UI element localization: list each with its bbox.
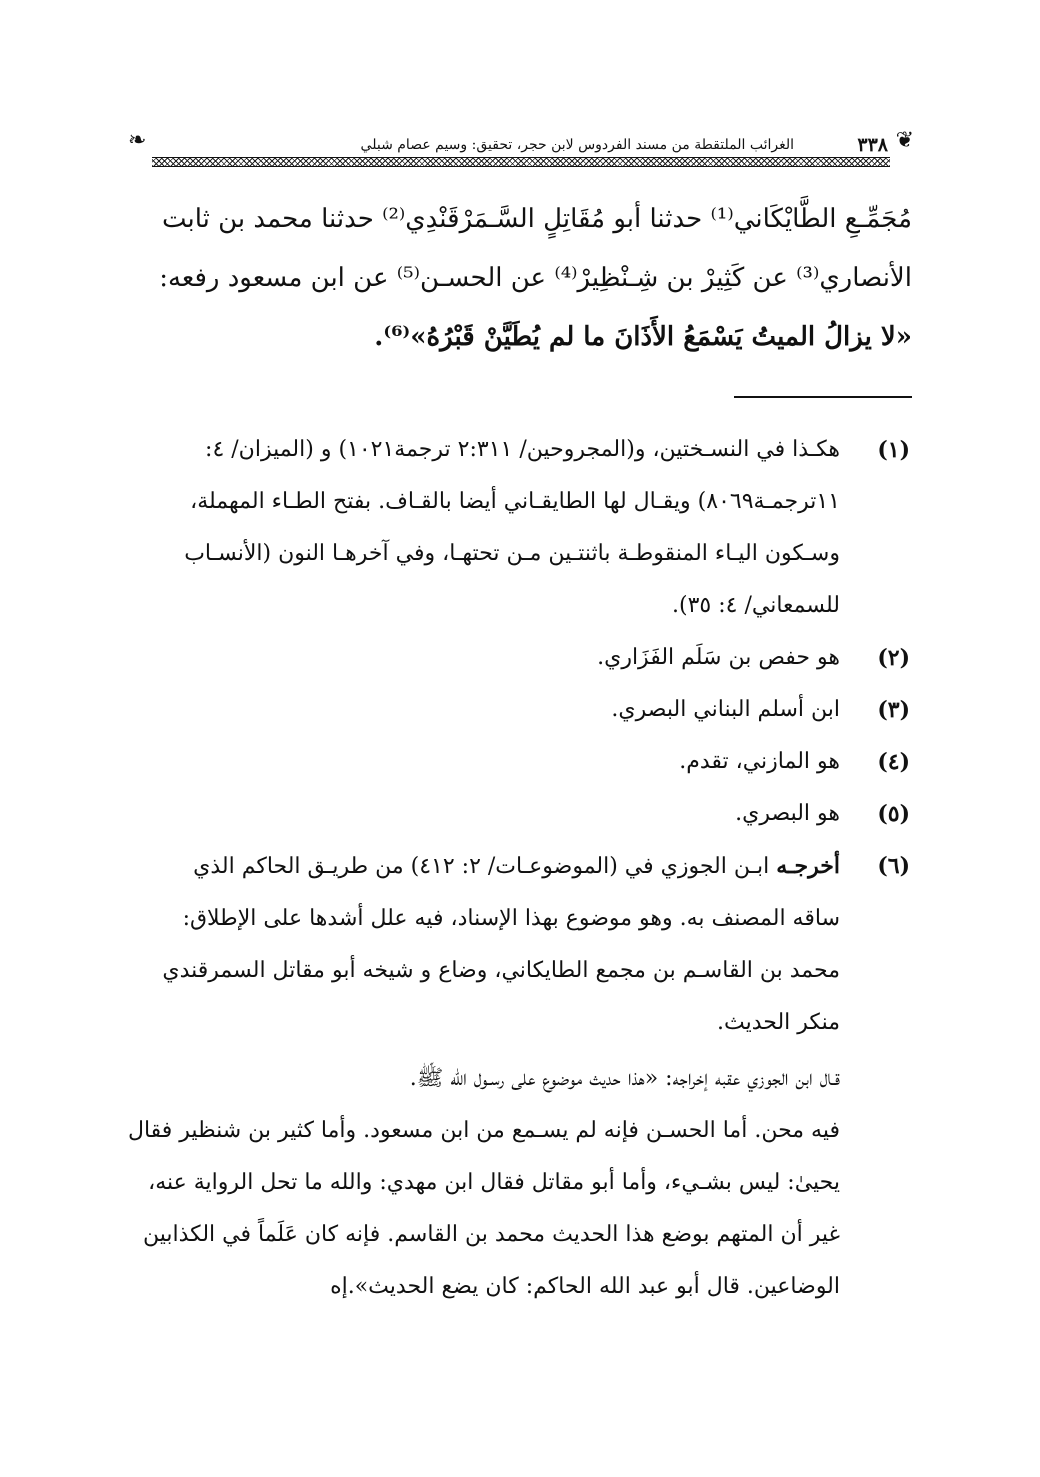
footnote-lead-word: أخرجـه xyxy=(776,853,840,879)
footnote-line: للسمعاني/ ٤: ٣٥). xyxy=(672,593,840,618)
footnote-text xyxy=(132,684,840,736)
footnote-line: محمد بن القاسـم بن مجمع الطايكاني، وضاع و شيخه أبو مقاتل السمرقندي xyxy=(162,958,840,983)
footnote-number: (١) xyxy=(877,437,910,463)
continuation-line: الوضاعين. قال أبو عبد الله الحاكم: كان يضع الحديث».إه xyxy=(330,1274,840,1299)
main-text-line: الأنصاري⁽³⁾ عن كَثِيرْ بن شِـنْظِيرْ⁽⁴⁾ عن الحسـن⁽⁵⁾ عن ابن مسعود رفعه: xyxy=(159,263,912,293)
footnote-line: هو حفص بن سَلَم الفَزَاري. xyxy=(597,645,840,670)
footnote-line: ساقه المصنف به. وهو موضوع بهذا الإسناد، فيه علل أشدها على الإطلاق: xyxy=(182,906,840,931)
header-rule xyxy=(152,157,890,167)
footnote-line xyxy=(132,840,840,893)
main-text-line: مُجَمِّـعِ الطَّايْكَاني⁽¹⁾ حدثنا أبو مُقَاتِلٍ السَّـمَرْقَنْدِي⁽²⁾ حدثنا محمد بن ثابت xyxy=(161,204,912,234)
footnote-number: (٥) xyxy=(877,801,910,827)
continuation-line: قـال ابن الجوزي عقبه إخراجه: «هذا حديث موضوع على رسـول الله ﷺ. xyxy=(409,1066,840,1091)
footnote-line: هو البصري. xyxy=(735,801,840,826)
continuation-line: يحيىٰ: ليس بشـيء، وأما أبو مقاتل فقال ابن مهدي: والله ما تحل الرواية عنه، xyxy=(148,1170,840,1195)
footnote-line: هكـذا في النسـختين، و(المجروحين/ ٢:٣١١ ترجمة١٠٢١) و (الميزان/ ٤: xyxy=(205,437,840,462)
footnote-number: (٢) xyxy=(877,645,910,671)
footnote-1 xyxy=(132,424,912,632)
footnote-6 xyxy=(132,840,912,1049)
footnote-text xyxy=(132,736,840,788)
footnote-5 xyxy=(132,788,912,840)
footnote-line: وسـكون اليـاء المنقوطـة باثنتـين مـن تحتهـا، وفي آخرهـا النون (الأنسـاب xyxy=(184,541,840,566)
main-text xyxy=(132,190,912,367)
running-title: الغرائب الملتقطة من مسند الفردوس لابن حجر، تحقيق: وسيم عصام شبلي xyxy=(360,137,794,153)
continuation-line: فيه محن. أما الحسـن فإنه لم يسـمع من ابن مسعود. وأما كثير بن شنظير فقال xyxy=(127,1118,840,1143)
footnote-line: منكر الحديث. xyxy=(717,1010,840,1035)
footnote-2 xyxy=(132,632,912,684)
footnote-line-rest: ابـن الجوزي في (الموضوعـات/ ٢: ٤١٢) من طريـق الحاكم الذي xyxy=(193,854,777,879)
footnote-3 xyxy=(132,684,912,736)
footnotes xyxy=(127,424,912,1313)
footnote-4 xyxy=(132,736,912,788)
hadith-text: «لا يزالُ الميتُ يَسْمَعُ الأَذَانَ ما لم يُطَيَّنْ قَبْرُهُ»⁽⁶⁾. xyxy=(374,322,912,352)
page-number: ٣٣٨ xyxy=(857,134,888,156)
page-header xyxy=(128,128,914,170)
footnote-separator xyxy=(734,396,912,398)
footnote-text xyxy=(132,424,840,632)
footnote-number: (٣) xyxy=(877,697,910,723)
footnote-line: ١١ترجمـة٨٠٦٩) ويقـال لها الطايقـاني أيضا بالقـاف. بفتح الطـاء المهملة، xyxy=(190,489,840,514)
footnote-text xyxy=(132,788,840,840)
continuation-line: غير أن المتهم بوضع هذا الحديث محمد بن القاسم. فإنه كان عَلَماً في الكذابين xyxy=(143,1222,840,1247)
footnote-line: ابن أسلم البناني البصري. xyxy=(611,697,840,722)
footnote-line: هو المازني، تقدم. xyxy=(679,749,840,774)
footnote-number: (٤) xyxy=(877,749,910,775)
ornament-left-icon: ❧ xyxy=(128,128,147,153)
footnote-text xyxy=(132,632,840,684)
footnote-text xyxy=(132,840,840,1049)
footnote-number: (٦) xyxy=(877,853,910,879)
footnote-continuation xyxy=(127,1053,912,1313)
ornament-right-icon: ❦ xyxy=(895,128,914,153)
